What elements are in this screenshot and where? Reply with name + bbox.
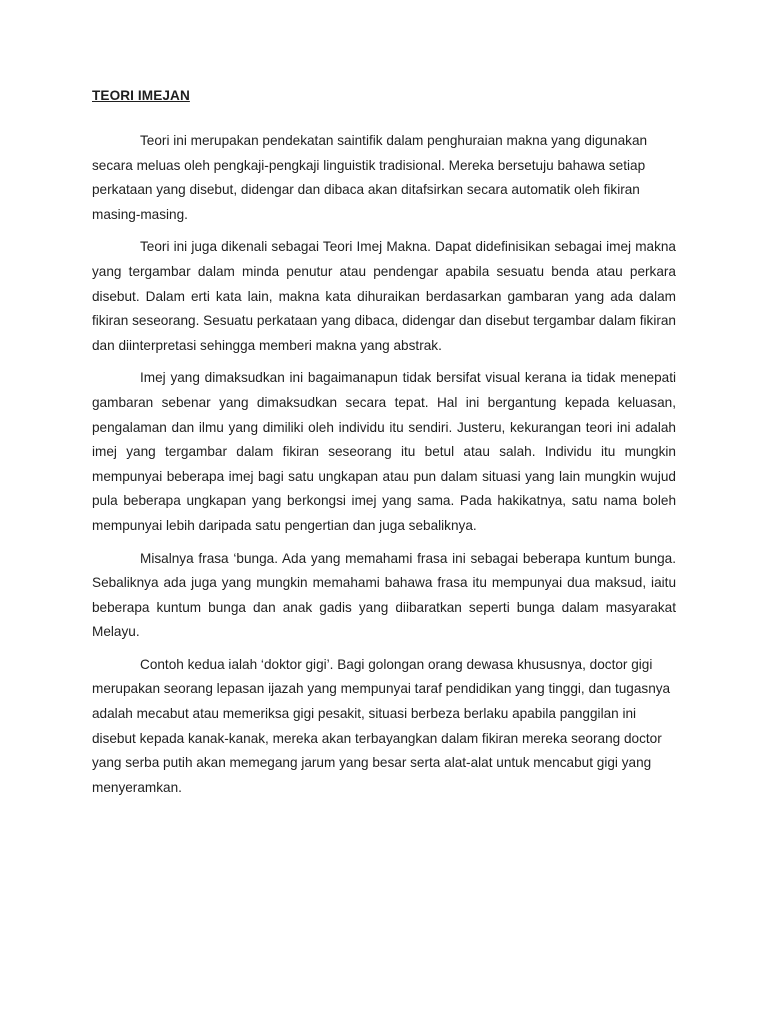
document-heading: TEORI IMEJAN xyxy=(92,88,190,103)
document-body xyxy=(92,87,676,808)
paragraph-2: Teori ini juga dikenali sebagai Teori Imej Makna. Dapat didefinisikan sebagai imej makna yang tergambar dalam minda penutur atau pendengar apabila sesuatu benda atau perkara disebut. Dalam erti kata lain, makna kata dihuraikan berdasarkan gambaran yang ada dalam fikiran seseorang. Sesuatu perkataan yang dibaca, didengar dan disebut tergambar dalam fikiran dan diinterpretasi sehingga memberi makna yang abstrak. xyxy=(92,239,676,353)
paragraph-4: Misalnya frasa ‘bunga. Ada yang memahami frasa ini sebagai beberapa kuntum bunga. Sebaliknya ada juga yang mungkin memahami bahawa frasa itu mempunyai dua maksud, iaitu beberapa kuntum bunga dan anak gadis yang diibaratkan seperti bunga dalam masyarakat Melayu. xyxy=(92,550,676,640)
paragraph-3: Imej yang dimaksudkan ini bagaimanapun tidak bersifat visual kerana ia tidak menepati gambaran sebenar yang dimaksudkan secara tepat. Hal ini bergantung kepada keluasan, pengalaman dan ilmu yang dimiliki oleh individu itu sendiri. Justeru, kekurangan teori ini adalah imej yang tergambar dalam fikiran seseorang itu betul atau salah. Individu itu mungkin mempunyai beberapa imej bagi satu ungkapan atau pun dalam situasi yang lain mungkin wujud pula beberapa ungkapan yang berkongsi imej yang sama. Pada hakikatnya, satu nama boleh mempunyai lebih daripada satu pengertian dan juga sebaliknya. xyxy=(92,370,676,533)
paragraph-5: Contoh kedua ialah ‘doktor gigi’. Bagi golongan orang dewasa khususnya, doctor gigi merupakan seorang lepasan ijazah yang mempunyai taraf pendidikan yang tinggi, dan tugasnya adalah mecabut atau memeriksa gigi pesakit, situasi berbeza berlaku apabila panggilan ini disebut kepada kanak-kanak, mereka akan terbayangkan dalam fikiran mereka seorang doctor yang serba putih akan memegang jarum yang besar serta alat-alat untuk mencabut gigi yang menyeramkan. xyxy=(92,656,671,795)
paragraph-1: Teori ini merupakan pendekatan saintifik dalam penghuraian makna yang digunakan secara meluas oleh pengkaji-pengkaji linguistik tradisional. Mereka bersetuju bahawa setiap perkataan yang disebut, didengar dan dibaca akan ditafsirkan secara automatik oleh fikiran masing-masing. xyxy=(92,133,648,222)
